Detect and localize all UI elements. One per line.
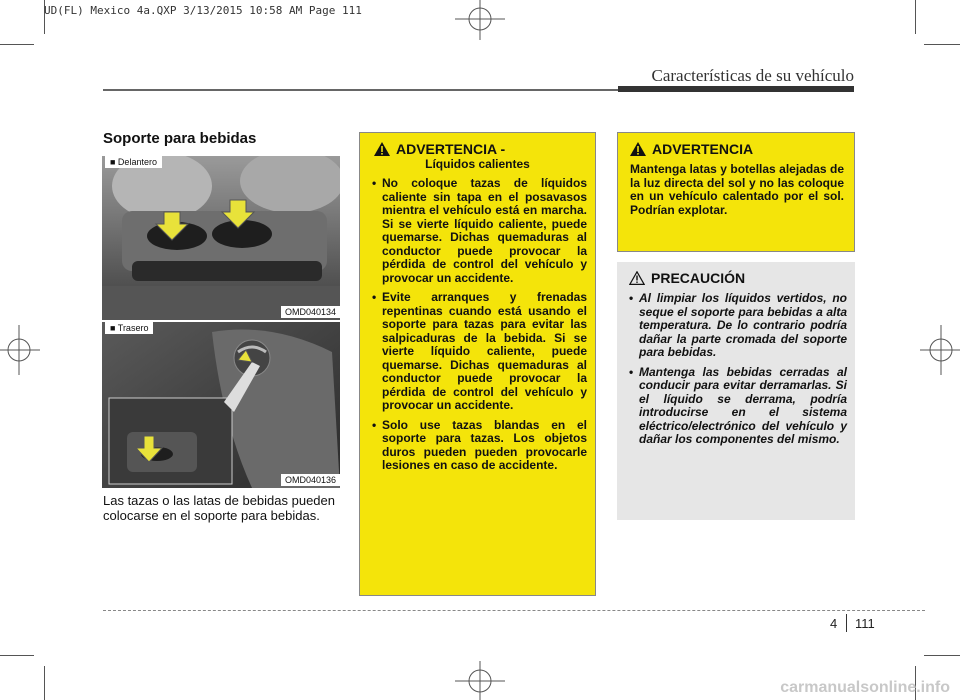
crop-mark — [0, 655, 34, 656]
list-item: • Mantenga las bebidas cerradas al conducir para evitar derramarlas. Si el líquido se derrama, podría introducirse en el sistema eléctrico/electrónico del vehículo y dañar los componentes del mismo. — [629, 366, 847, 447]
front-cup-holder-photo — [102, 156, 340, 320]
warning-hot-title: ADVERTENCIA - — [396, 141, 506, 157]
registration-mark-top — [455, 0, 505, 40]
crop-mark — [915, 0, 916, 34]
warning-hot-title-row — [374, 141, 595, 157]
warning-sun-title: ADVERTENCIA — [652, 141, 754, 157]
crop-mark — [924, 44, 960, 45]
header-bar — [618, 86, 854, 92]
page-number-separator — [846, 614, 847, 632]
caution-box — [617, 262, 855, 520]
warning-triangle-icon — [630, 142, 646, 156]
warning-hot-liquids-box — [359, 132, 596, 596]
warning-hot-subtitle: Líquidos calientes — [425, 157, 530, 171]
caution-title: PRECAUCIÓN — [651, 270, 746, 286]
list-item: • Al limpiar los líquidos vertidos, no seque el soporte para bebidas a alta temperatura. De lo contrario podría dañar la parte cromada del soporte para bebidas. — [629, 292, 847, 360]
print-slug: UD(FL) Mexico 4a.QXP 3/13/2015 10:58 AM Page 111 — [44, 4, 362, 17]
registration-mark-left — [0, 325, 40, 375]
watermark: carmanualsonline.info — [780, 679, 950, 696]
crop-mark — [44, 666, 45, 700]
photo-code-front: OMD040134 — [281, 306, 340, 318]
caution-triangle-icon — [629, 271, 645, 285]
caution-title-row — [629, 270, 855, 286]
photo-code-rear: OMD040136 — [281, 474, 340, 486]
rear-cup-holder-photo — [102, 322, 340, 488]
registration-mark-right — [920, 325, 960, 375]
photo-label-front: ■ Delantero — [105, 156, 162, 168]
header-rule — [103, 89, 618, 91]
warning-sun-title-row — [630, 141, 854, 157]
chapter-number: 4 — [830, 616, 838, 631]
section-title: Soporte para bebidas — [103, 130, 257, 147]
warning-triangle-icon — [374, 142, 390, 156]
warning-hot-list — [360, 177, 595, 473]
section-body-text: Las tazas o las latas de bebidas pueden colocarse en el soporte para bebidas. — [103, 493, 336, 523]
footer-rule — [103, 610, 925, 611]
chapter-title: Características de su vehículo — [651, 66, 854, 85]
list-item: • No coloque tazas de líquidos caliente sin tapa en el posavasos mientra el vehículo está en marcha. Si se vierte líquido caliente, puede quemarse. Dichas quemaduras al conductor puede provocar la pérdida de control del vehículo y provocar un accidente. — [372, 177, 587, 285]
list-item: • Solo use tazas blandas en el soporte para tazas. Los objetos duros pueden pueden provocarle lesiones en caso de accidente. — [372, 419, 587, 473]
list-item: • Evite arranques y frenadas repentinas cuando está usando el soporte para tazas para evitar las salpicaduras de la bebida. Si se vierte líquido caliente, puede quemarse. Dichas quemaduras al conductor puede provocar la pérdida de control del vehículo y provocar un accidente. — [372, 291, 587, 413]
warning-sun-box — [617, 132, 855, 252]
photo-label-rear: ■ Trasero — [105, 322, 153, 334]
warning-sun-text: Mantenga latas y botellas alejadas de la luz directa del sol y no las coloque en un vehículo calentado por el sol. Podrían explotar. — [630, 162, 844, 217]
page-number: 111 — [855, 616, 875, 631]
caution-list — [617, 292, 855, 447]
crop-mark — [924, 655, 960, 656]
registration-mark-bottom — [455, 661, 505, 700]
crop-mark — [0, 44, 34, 45]
